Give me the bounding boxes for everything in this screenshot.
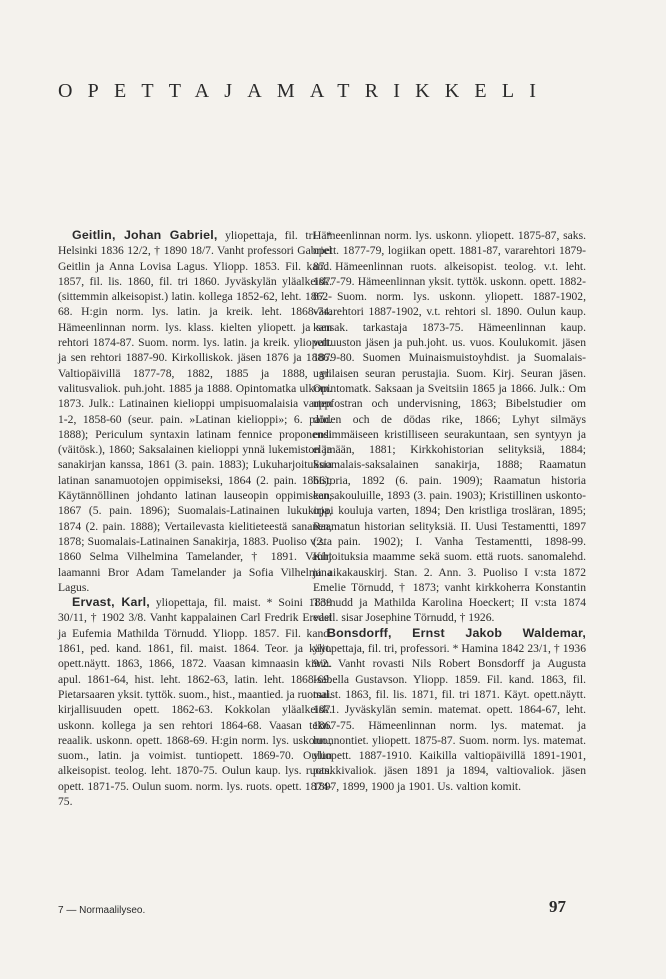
entry-name: Ervast, Karl, [72, 595, 150, 610]
footer-note: 7 — Normaalilyseo. [58, 905, 146, 916]
entry-bonsdorff [313, 626, 586, 794]
right-column [313, 228, 586, 794]
entry-text: yliopettaja, fil. maist. * Soini 1839 30/11, † 1902 3/8. Vanht kappalainen Carl Fredrik Ervast ja Eufemia Mathilda Törnudd. Yliopp. 1857. Fil. kand. 1861, ped. kand. 1861, fil. maist. 1864. Teor. ja käyt. opett.näytt. 1863, 1866, 1872. Vaasan kimnaasin kimn. apul. 1861-64, hist. leht. 1862-63, latin. leht. 1868-69. Pietarsaaren yksit. tyttök. suom., hist., maantied. ja ruotsal. kirjallisuuden opett. 1862-63. Kokkolan yläalkeisk. uskonn. kollega ja sen rehtori 1864-68. Vaasan tekn. reaalik. uskonn. opett. 1868-69. H:gin norm. lys. uskonn., suom., latin. ja voimist. tuntiopett. 1869-70. Oulun alkeisopist. teolog. leht. 1870-75. Oulun kaup. lys. ruots. opett. 1871-75. Oulun suom. norm. lys. ruots. opett. 1874-75. [58, 596, 333, 808]
entry-ervast-continued: Hämeenlinnan norm. lys. uskonn. yliopett. 1875-87, saks. opett. 1877-79, logiikan opett. 1881-87, vararehtori 1879-87. Hämeenlinnan ruots. alkeisopist. teolog. v.t. leht. 1877-79. Hämeenlinnan yksit. tyttök. uskonn. opett. 1882-87. Suom. norm. lys. uskonn. yliopett. 1887-1902, vararehtori 1887-1902, v.t. rehtori sl. 1890. Oulun kaup. kansak. tarkastaja 1873-75. Hämeenlinnan kaup. valtuuston jäsen ja puh.joht. us. vuos. Koulukomit. jäsen 1879-80. Suomen Muinaismuistoyhdist. ja Suomalais-ugrilaisen seuran perustajia. Suom. Kirj. Seuran jäsen. Opintomatk. Saksaan ja Sveitsiin 1865 ja 1866. Julk.: Om uppfostran och undervisning, 1863; Bibelstudier om döden och de dödas rike, 1866; Lyhyt silmäys ensimmäiseen kristilliseen seurakuntaan, sen syntyyn ja elämään, 1881; Kirkkohistorian selityksiä, 1884; Suomalais-saksalainen sanakirja, 1888; Raamatun historia, 1892 (6. pain. 1909); Raamatun historia kansakouluille, 1893 (3. pain. 1903); Kristillinen uskonto-oppi kouluja varten, 1894; Den kristliga trosläran, 1895; Raamatun historian selityksiä. II. Uusi Testamentti, 1897 (2. pain. 1902); I. Vanha Testamentti, 1898-99. Kirjoituksia maamme sekä suom. että ruots. sanomalehd. ja aikakauskirj. Stan. 2. Ann. 3. Puoliso I v:sta 1872 Emelie Törnudd, † 1873; vanht kirkkoherra Konstantin Törnudd ja Mathilda Karolina Hoeckert; II v:sta 1874 edell. sisar Josephine Törnudd, † 1926. [313, 229, 586, 625]
entry-text: yliopettaja, fil. tri. * Helsinki 1836 12/2, † 1890 18/7. Vanht professori Gabriel Geitlin ja Anna Lovisa Lagus. Yliopp. 1853. Fil. kand. 1857, fil. lis. 1860, fil. tri 1860. Jyväskylän yläalkeisk. (sittemmin alkeisopist.) latin. kollega 1852-62, leht. 1862-68. H:gin norm. lys. latin. ja kreik. leht. 1868-74. Hämeenlinnan norm. lys. klass. kielten yliopett. ja sen rehtori 1874-87. Suom. norm. lys. latin. ja kreik. yliopett. ja sen rehtori 1887-90. Kirkolliskok. jäsen 1876 ja 1886. Valtiopäivillä 1877-78, 1882, 1885 ja 1888, yl. valitusvaliok. puh.joht. 1885 ja 1888. Opintomatka ulkom. 1873. Julk.: Latinainen kielioppi umpisuomalaisia varten 1-2, 1858-60 (seur. pain. »Latinan kielioppi»; 6. pain. 1888); Periculum syntaxin latinam fennice proponendi (väitösk.), 1860; Saksalainen kielioppi ynnä lukemiston ja sanakirjan kanssa, 1861 (3. pain. 1883); Lukuharjoituksia latinan sanamuotojen oppimiseksi, 1864 (2. pain. 1866); Käytännöllinen johdanto latinan lauseopin oppimiseen, 1867 (5. pain. 1896); Suomalais-Latinainen lukukirja, 1874 (2. pain. 1888); Vertailevasta kielitieteestä sananen, 1878; Suomalais-Latinainen Sanakirja, 1883. Puoliso v:sta 1860 Selma Vilhelmina Tamelander, † 1891. Vanht laamanni Bror Adam Tamelander ja Sofia Vilhelmina Lagus. [58, 229, 332, 594]
entry-ervast [58, 595, 332, 809]
page-header: OPETTAJAMATRIKKELI [58, 80, 552, 102]
entry-name: Geitlin, Johan Gabriel, [72, 228, 218, 242]
left-column [58, 228, 332, 809]
entry-name: Bonsdorff, Ernst Jakob Waldemar, [327, 625, 586, 640]
entry-geitlin [58, 228, 332, 595]
page-number: 97 [549, 897, 566, 916]
entry-text: yliopettaja, fil. tri, professori. * Hamina 1842 23/1, † 1936 9/2. Vanht rovasti Nils Robert Bonsdorff ja Augusta Isabella Gustavson. Yliopp. 1859. Fil. kand. 1863, fil. maist. 1863, fil. lis. 1871, fil. tri 1871. Käyt. opett.näytt. 1871. Jyväskylän semin. matemat. opett. 1864-67, leht. 1867-75. Hämeenlinnan norm. lys. matemat. ja luonnontiet. yliopett. 1875-87. Suom. norm. lys. matemat. yliopett. 1887-1910. Kaikilla valtiopäivillä 1891-1901, pankkivaliok. jäsen 1891 ja 1894, valtiovaliok. jäsen 1897, 1899, 1900 ja 1901. Us. valtion komit. [313, 642, 586, 793]
